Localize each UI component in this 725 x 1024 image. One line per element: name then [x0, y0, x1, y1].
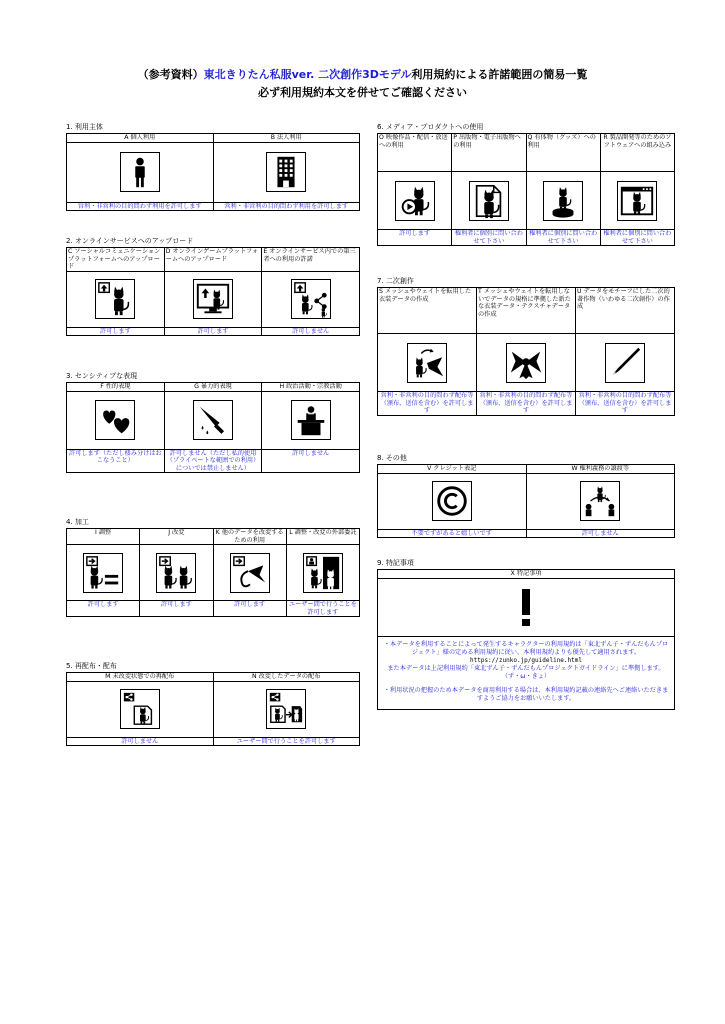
item-result-p: 権利者に個別に問い合わせて下さい [452, 230, 526, 246]
item-label-l: L 調整・改変の外部委託 [286, 529, 359, 545]
video-icon [395, 181, 435, 221]
item-label-k: K 他のデータを改変するための利用 [213, 529, 286, 545]
item-label-n: N 改変したデータの配布 [213, 673, 360, 682]
item-result-t: 営利・非営利の目的問わず配布等（頒布、送信を含む）を許可します [477, 392, 576, 416]
item-label-u: U データをモチーフにした二次的著作物（いわゆる二次創作）の作成 [576, 288, 675, 334]
item-label-j: J 改変 [140, 529, 213, 545]
costume-icon [407, 343, 447, 383]
section-6 [377, 122, 675, 246]
section-4 [66, 517, 360, 617]
item-label-m: M 未改変状態での再配布 [67, 673, 214, 682]
item-label-x: X 特記事項 [378, 570, 675, 579]
item-result-n: ユーザー間で行うことを許可します [213, 737, 360, 746]
redistribute-icon [120, 689, 160, 729]
ribbon-icon [230, 553, 270, 593]
note-4: ・利用状況の把握のため本データを商用利用する場合は、本利用規約記載の連絡先へご連絡いただきますようご協力をお願いいたします。 [383, 686, 669, 702]
item-label-h: H 政治活動・宗教活動 [262, 383, 360, 392]
title-line-2: 必ず利用規約本文を併せてご確認ください [258, 86, 467, 99]
ribbon-large-icon [506, 343, 546, 383]
item-label-q: Q 有体物（グッズ）への利用 [526, 134, 600, 172]
page-title [0, 66, 725, 102]
section-title: 7. 二次創作 [377, 277, 414, 285]
section-7 [377, 276, 675, 416]
exclamation-icon [506, 587, 546, 627]
title-line-1: （参考資料）東北きりたん私服ver. 二次創作3Dモデル利用規約による許諾範囲の簡易一覧 [137, 68, 588, 81]
section-title: 8. その他 [377, 454, 407, 462]
item-result-s: 営利・非営利の目的問わず配布等（頒布、送信を含む）を許可します [378, 392, 477, 416]
item-label-b: B 法人利用 [213, 134, 360, 143]
note-1: ・本データを利用することによって発生するキャラクターの利用規約は「東北ずん子・ずんだもんプロジェクト」様の定める利用規約に従い、本利用規約よりも優先して適用されます。 [383, 640, 669, 656]
transfer-icon [580, 481, 620, 521]
section-5 [66, 661, 360, 746]
item-label-e: E オンラインサービス内での第三者への利用の許諾 [262, 248, 360, 272]
section-2-table [66, 247, 360, 336]
item-result-f: 許可します（ただし棲み分けはおこなうこと） [67, 449, 165, 473]
item-label-t: T メッシュやウェイトを転用しないでデータの規格に準拠した新たな衣装データ・テクスチャデータの作成 [477, 288, 576, 334]
item-label-a: A 個人利用 [67, 134, 214, 143]
share-third-party-icon [291, 279, 331, 319]
item-result-e: 許可しません [262, 327, 360, 336]
section-6-table [377, 133, 675, 246]
adjust-icon [83, 553, 123, 593]
item-result-m: 許可しません [67, 737, 214, 746]
modify-icon [156, 553, 196, 593]
item-result-o: 許可します [378, 230, 452, 246]
item-result-v: 不要ですがあると嬉しいです [378, 529, 527, 538]
item-result-q: 権利者に個別に問い合わせて下さい [526, 230, 600, 246]
section-3 [66, 371, 360, 473]
pen-icon [605, 343, 645, 383]
section-title: 2. オンラインサービスへのアップロード [66, 237, 194, 245]
upload-social-icon [95, 279, 135, 319]
section-9-table [377, 569, 675, 710]
item-result-d: 許可します [164, 327, 262, 336]
item-label-p: P 出版物・電子出版物への利用 [452, 134, 526, 172]
hearts-icon [95, 400, 135, 440]
note-2: また本データは上記利用規約「東北ずん子・ずんだもんプロジェクトガイドライン」に準拠します。 [387, 664, 665, 672]
section-8-table [377, 464, 675, 538]
item-result-w: 許可しません [526, 529, 675, 538]
item-label-o: O 映像作品・配信・放送への利用 [378, 134, 452, 172]
item-label-s: S メッシュやウェイトを転用した衣装データの作成 [378, 288, 477, 334]
section-title: 6. メディア・プロダクトへの使用 [377, 123, 484, 131]
section-1 [66, 122, 360, 211]
item-label-f: F 性的表現 [67, 383, 165, 392]
item-label-i: I 調整 [67, 529, 140, 545]
item-result-l: ユーザー間で行うことを許可します [286, 601, 359, 617]
section-7-table [377, 287, 675, 416]
knife-icon [193, 400, 233, 440]
section-3-table [66, 382, 360, 473]
item-result-b: 営利・非営利の目的問わず利用を許可します [213, 202, 360, 211]
section-4-table [66, 528, 360, 617]
copyright-icon [432, 481, 472, 521]
item-result-h: 許可しません [262, 449, 360, 473]
section-5-table [66, 672, 360, 746]
item-result-a: 営利・非営利の目的問わず利用を許可します [67, 202, 214, 211]
section-1-table [66, 133, 360, 211]
guideline-link[interactable]: https://zunko.jp/guideline.html [470, 656, 582, 664]
item-label-d: D オンラインゲームプラットフォームへのアップロード [164, 248, 262, 272]
item-label-v: V クレジット表記 [378, 465, 527, 474]
section-9 [377, 558, 675, 710]
section-title: 5. 再配布・配布 [66, 662, 117, 670]
software-icon [617, 181, 657, 221]
person-icon [120, 152, 160, 192]
section-8 [377, 453, 675, 538]
section-title: 9. 特記事項 [377, 559, 414, 567]
item-label-w: W 権利義務の譲渡等 [526, 465, 675, 474]
item-result-k: 許可します [213, 601, 286, 617]
item-label-g: G 暴力的表現 [164, 383, 262, 392]
section-2 [66, 236, 360, 336]
item-result-c: 許可します [67, 327, 165, 336]
item-result-r: 権利者に個別に問い合わせて下さい [600, 230, 674, 246]
note-3: （ず・ω・きょ） [501, 672, 551, 680]
item-result-g: 許可しません（ただし私的使用（プライベートな範囲での利用）についでは禁止しません） [164, 449, 262, 473]
item-label-c: C ソーシャルコミュニケーションプラットフォームへのアップロード [67, 248, 165, 272]
item-result-j: 許可します [140, 601, 213, 617]
item-result-i: 許可します [67, 601, 140, 617]
item-result-u: 営利・非営利の目的問わず配布等（頒布、送信を含む）を許可します [576, 392, 675, 416]
section-title: 3. センシティブな表現 [66, 372, 138, 380]
section-title: 4. 加工 [66, 518, 89, 526]
outsource-icon [303, 553, 343, 593]
figure-icon [543, 181, 583, 221]
special-notes [378, 636, 675, 709]
section-title: 1. 利用主体 [66, 123, 103, 131]
document-icon [469, 181, 509, 221]
building-icon [266, 152, 306, 192]
podium-icon [291, 400, 331, 440]
item-label-r: R 製品開発等のためのソフトウェアへの組み込み [600, 134, 674, 172]
monitor-upload-icon [193, 279, 233, 319]
distribute-modified-icon [266, 689, 306, 729]
